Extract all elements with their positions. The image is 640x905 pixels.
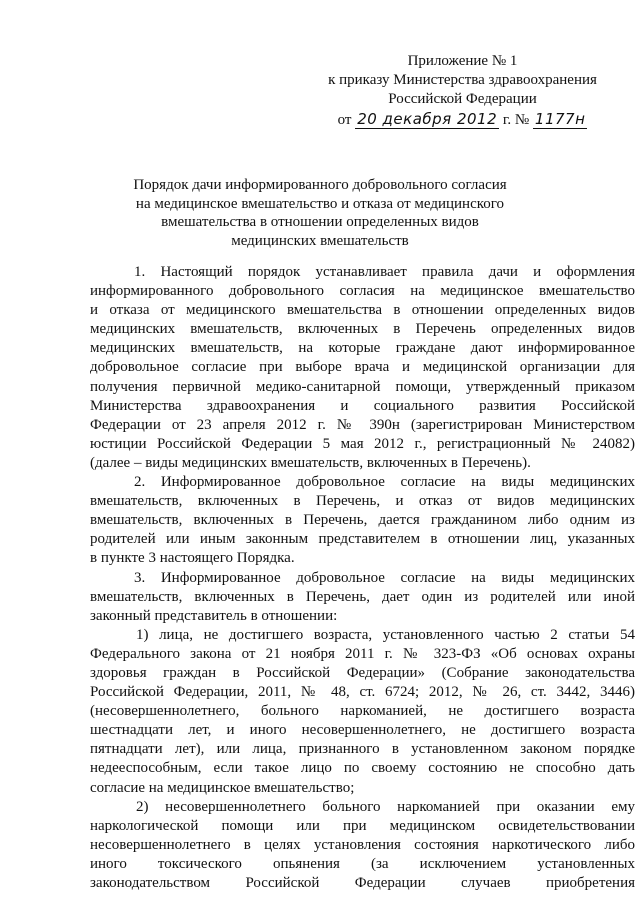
paragraph-2-line: родителей или иным законным представителем в отношении лиц, указанных bbox=[90, 531, 635, 548]
date-prefix: от bbox=[337, 112, 352, 128]
appendix-number: Приложение № 1 bbox=[407, 53, 518, 69]
title-line: медицинских вмешательств bbox=[231, 232, 409, 249]
paragraph-1-line: юстиции Российской Федерации 5 мая 2012 г., регистрационный № 24082) bbox=[90, 435, 635, 452]
subitem-1-line: согласие на медицинское вмешательство; bbox=[90, 779, 355, 796]
paragraph-1-line: медицинских вмешательств, включенных в Перечень определенных видов bbox=[90, 321, 635, 338]
title-line: Порядок дачи информированного добровольного согласия bbox=[133, 177, 507, 193]
subitem-1-line: шестнадцати лет, и иного несовершеннолетнего, не достигшего возраста bbox=[90, 722, 635, 739]
paragraph-1-line: добровольное согласие при выборе врача и медицинской организации для bbox=[90, 359, 635, 376]
title-line: на медицинское вмешательство и отказа от медицинского bbox=[135, 195, 505, 212]
paragraph-2-line: в пункте 3 настоящего Порядка. bbox=[90, 550, 295, 567]
paragraph-3-line: законный представитель в отношении: bbox=[90, 607, 338, 624]
document-title bbox=[110, 176, 530, 250]
appendix-header bbox=[300, 52, 625, 130]
paragraph-1-line: Федерации от 23 апреля 2012 г. № 390н (зарегистрирован Министерством bbox=[90, 416, 635, 433]
paragraph-1-line: получения первичной медико-санитарной помощи, утвержденный приказом bbox=[90, 378, 635, 395]
paragraph-1-line: медицинских вмешательств, на которые граждане дают информированное bbox=[90, 340, 635, 357]
subitem-2-line: несовершеннолетнего в целях установления состояния наркотического либо bbox=[90, 836, 635, 853]
subitem-1-line: 1) лица, не достигшего возраста, установленного частью 2 статьи 54 bbox=[136, 626, 635, 643]
subitem-1-line: пятнадцати лет), или лица, признанного в установленном законом порядке bbox=[90, 741, 635, 758]
subitem-1-line: Российской Федерации, 2011, № 48, ст. 6724; 2012, № 26, ст. 3442, 3446) bbox=[90, 684, 635, 701]
paragraph-2-line: вмешательств, включенных в Перечень, и отказ от видов медицинских bbox=[90, 493, 635, 510]
paragraph-2-line: 2. Информированное добровольное согласие на виды медицинских bbox=[134, 474, 635, 491]
subitem-2-line: наркологической помощи или при медицинском освидетельствовании bbox=[90, 817, 635, 834]
ministry-country: Российской Федерации bbox=[388, 91, 537, 107]
handwritten-date: 20 декабря 2012 bbox=[357, 110, 498, 128]
subitem-2-line: 2) несовершеннолетнего больного наркоманией при оказании ему bbox=[136, 798, 635, 815]
order-reference: к приказу Министерства здравоохранения bbox=[328, 72, 597, 88]
subitem-2-line: иного токсического опьянения (за исключением установленных bbox=[90, 855, 635, 872]
paragraph-1-line: 1. Настоящий порядок устанавливает правила дачи и оформления bbox=[134, 264, 635, 280]
paragraph-1-line: (далее – виды медицинских вмешательств, включенных в Перечень). bbox=[90, 454, 531, 471]
paragraph-1-line: Министерства здравоохранения и социального развития Российской bbox=[90, 397, 635, 414]
number-label: г. № bbox=[502, 112, 530, 128]
order-date-line bbox=[300, 110, 625, 130]
paragraph-1-line: информированного добровольного согласия на медицинское вмешательство bbox=[90, 283, 635, 300]
handwritten-order-number: 1177н bbox=[534, 110, 586, 128]
subitem-1-line: здоровья граждан в Российской Федерации» (Собрание законодательства bbox=[90, 664, 635, 681]
paragraph-2-line: вмешательств, включенных в Перечень, дается гражданином либо одним из bbox=[90, 512, 635, 529]
subitem-1-line: (несовершеннолетнего, больного наркоманией, не достигшего возраста bbox=[90, 703, 635, 720]
subitem-1-line: Федерального закона от 21 ноября 2011 г. № 323-ФЗ «Об основах охраны bbox=[90, 645, 635, 662]
document-body bbox=[90, 263, 635, 893]
subitem-1-line: недееспособным, если такое лицо по своему состоянию не способно дать bbox=[90, 760, 635, 777]
subitem-2-line: законодательством Российской Федерации случаев приобретения bbox=[90, 875, 635, 891]
paragraph-1-line: и отказа от медицинского вмешательства в отношении определенных видов bbox=[90, 302, 635, 319]
paragraph-3-line: 3. Информированное добровольное согласие на виды медицинских bbox=[134, 569, 635, 586]
title-line: вмешательства в отношении определенных видов bbox=[161, 214, 479, 230]
paragraph-3-line: вмешательств, включенных в Перечень, дает один из родителей или иной bbox=[90, 588, 635, 605]
